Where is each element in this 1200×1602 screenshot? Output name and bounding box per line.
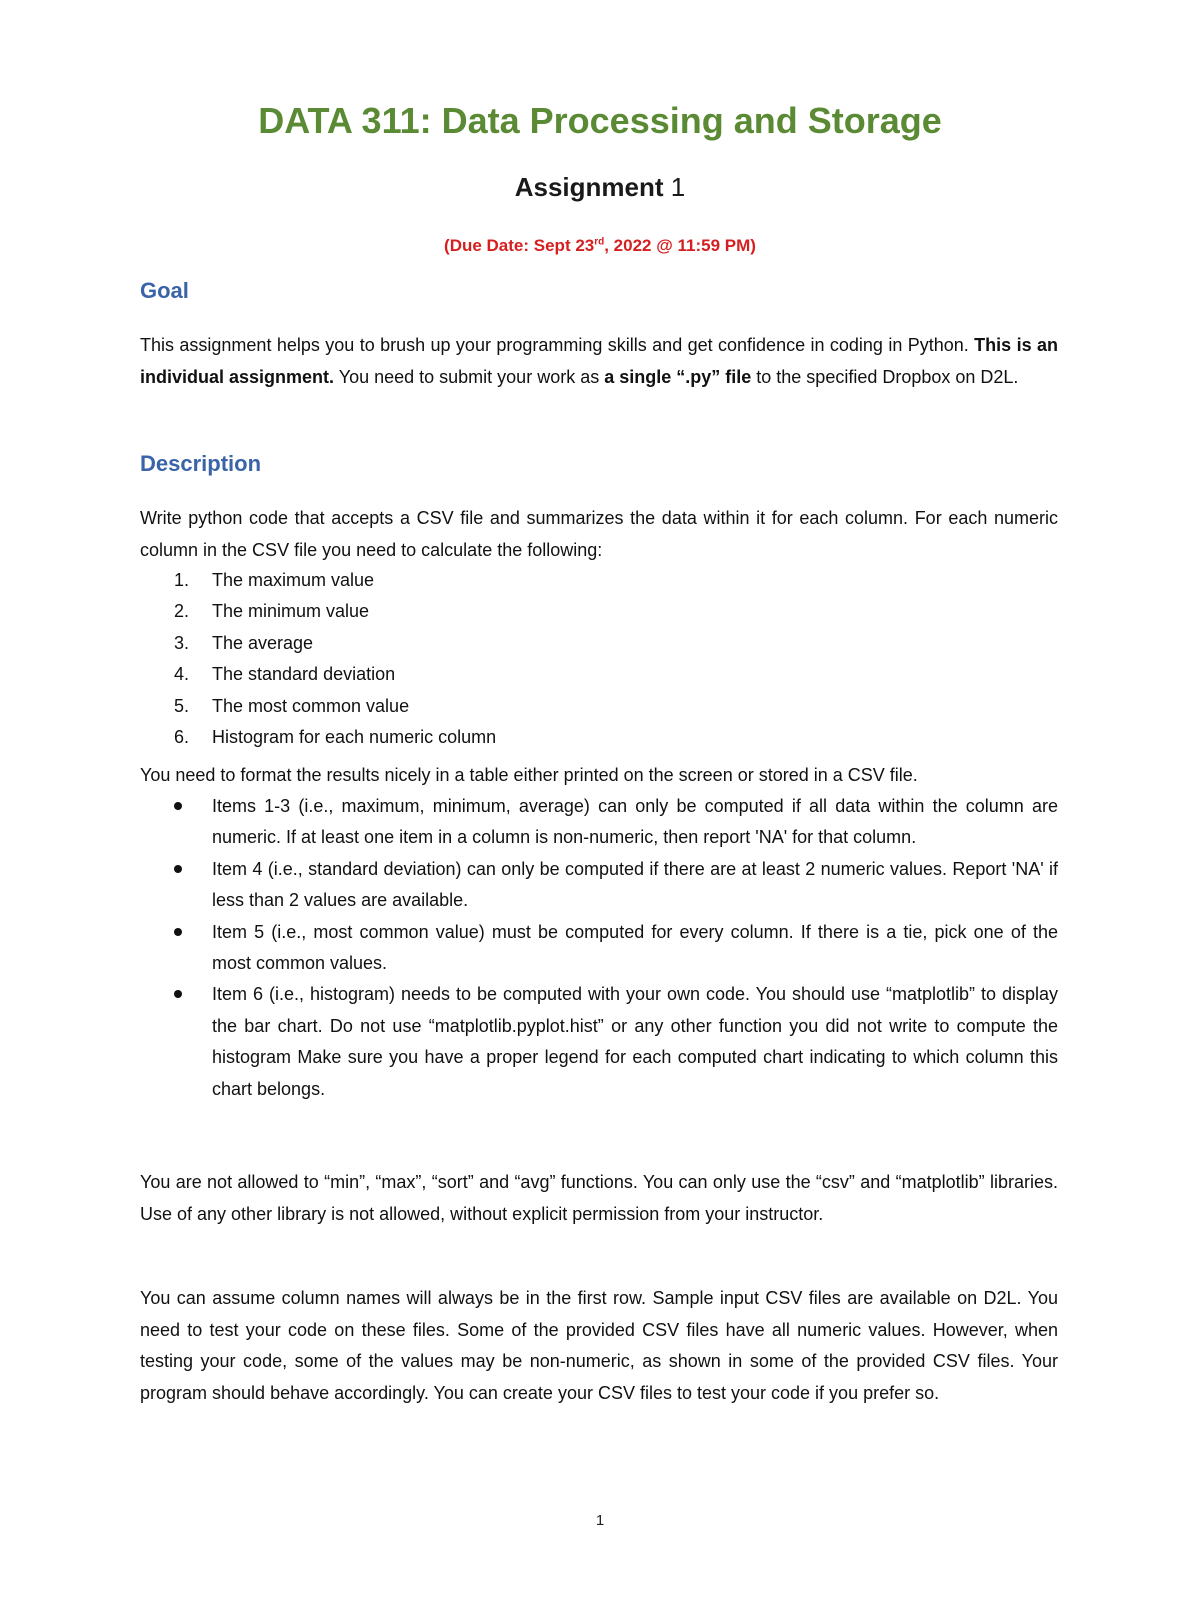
list-item bbox=[140, 596, 496, 627]
bullet-text: Item 4 (i.e., standard deviation) can only be computed if there are at least 2 numeric values. Report 'NA' if less than 2 values are available. bbox=[212, 858, 1058, 911]
goal-bold-1: This is an individual assignment. bbox=[140, 335, 1058, 387]
assignment-subtitle bbox=[0, 172, 1200, 203]
description-intro: Write python code that accepts a CSV file and summarizes the data within it for each column. For each numeric column in the CSV file you need to calculate the following: bbox=[140, 508, 1058, 560]
due-date-suffix: , 2022 @ 11:59 PM) bbox=[604, 236, 756, 255]
bullet-text: Item 6 (i.e., histogram) needs to be computed with your own code. You should use “matplotlib” to display the bar chart. Do not use “matplotlib.pyplot.hist” or any other function you did not write to compute the histogram Make sure you have a proper legend for each computed chart indicating to which column this chart belongs. bbox=[212, 984, 1058, 1099]
due-date bbox=[0, 236, 1200, 256]
bullet-icon bbox=[174, 802, 182, 810]
list-item-text: The maximum value bbox=[212, 570, 375, 590]
list-item-number: 4. bbox=[174, 664, 190, 685]
assumptions-paragraph: You can assume column names will always be in the first row. Sample input CSV files are available on D2L. You need to test your code on these files. Some of the provided CSV files have all numeric values. However, when testing your code, some of the values may be non-numeric, as shown in some of the provided CSV files. Your program should behave accordingly. You can create your CSV files to test your code if you prefer so. bbox=[140, 1288, 1058, 1403]
goal-bold-2: a single “.py” file bbox=[604, 366, 752, 387]
goal-text-2: You need to submit your work as bbox=[334, 366, 605, 387]
list-item bbox=[140, 628, 496, 659]
goal-heading: Goal bbox=[140, 278, 189, 303]
page-number: 1 bbox=[595, 1512, 605, 1529]
list-item bbox=[140, 691, 496, 722]
list-item-number: 1. bbox=[174, 570, 190, 590]
bullet-text: Items 1-3 (i.e., maximum, minimum, average) can only be computed if all data within the column are numeric. If at least one item in a column is non-numeric, then report 'NA' for that column. bbox=[212, 796, 1058, 848]
bullet-text: Item 5 (i.e., most common value) must be computed for every column. If there is a tie, pick one of the most common values. bbox=[212, 921, 1058, 974]
due-date-prefix: (Due Date: Sept 23 bbox=[444, 236, 595, 255]
document-title: DATA 311: Data Processing and Storage bbox=[258, 100, 942, 141]
description-heading: Description bbox=[140, 451, 262, 476]
goal-text-1: This assignment helps you to brush up your programming skills and get confidence in coding in Python. bbox=[140, 335, 975, 355]
list-item-number: 2. bbox=[174, 601, 190, 622]
list-item-number: 6. bbox=[174, 727, 190, 748]
bullet-item bbox=[140, 791, 1058, 854]
format-paragraph: You need to format the results nicely in a table either printed on the screen or stored in a CSV file. bbox=[140, 765, 918, 785]
list-item-text: The average bbox=[212, 632, 314, 653]
bullet-icon bbox=[174, 928, 182, 936]
requirements-list bbox=[140, 565, 496, 753]
bullet-item bbox=[140, 917, 1058, 980]
list-item-text: The standard deviation bbox=[212, 664, 396, 685]
subtitle-number: 1 bbox=[670, 172, 686, 202]
list-item-number: 3. bbox=[174, 632, 190, 653]
restrictions-paragraph: You are not allowed to “min”, “max”, “sort” and “avg” functions. You can only use the “csv” and “matplotlib” libraries. Use of any other library is not allowed, without explicit permission from your instructor. bbox=[140, 1172, 1058, 1224]
list-item-text: Histogram for each numeric column bbox=[212, 727, 497, 748]
rules-bullet-list bbox=[140, 791, 1058, 1105]
goal-paragraph bbox=[140, 330, 1058, 393]
list-item bbox=[140, 565, 496, 596]
subtitle-word: Assignment bbox=[514, 172, 664, 202]
bullet-item bbox=[140, 979, 1058, 1105]
list-item bbox=[140, 722, 496, 753]
list-item-text: The minimum value bbox=[212, 601, 370, 622]
list-item bbox=[140, 659, 496, 690]
goal-text-3: to the specified Dropbox on D2L. bbox=[751, 366, 1019, 387]
bullet-icon bbox=[174, 865, 182, 873]
bullet-icon bbox=[174, 990, 182, 998]
list-item-text: The most common value bbox=[212, 695, 410, 716]
list-item-number: 5. bbox=[174, 695, 190, 716]
bullet-item bbox=[140, 854, 1058, 917]
due-date-superscript: rd bbox=[594, 236, 605, 248]
